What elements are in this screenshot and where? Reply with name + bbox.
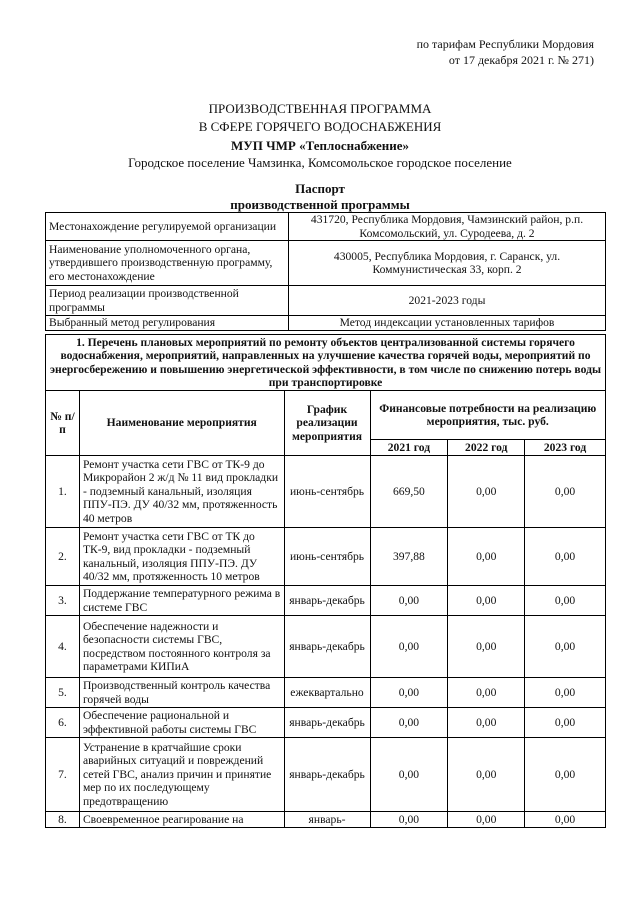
- row-value-2022: 0,00: [448, 586, 525, 616]
- row-value-2021: 0,00: [370, 708, 448, 738]
- activities-table: [45, 334, 606, 828]
- row-schedule: июнь-сентябрь: [284, 528, 370, 586]
- passport-key: Период реализации производственной программы: [46, 286, 289, 316]
- row-schedule: июнь-сентябрь: [284, 456, 370, 528]
- year-header-2023: 2023 год: [525, 440, 606, 456]
- col-header-schedule: График реализации мероприятия: [284, 391, 370, 456]
- passport-value: 2021-2023 годы: [289, 286, 606, 316]
- row-name: Производственный контроль качества горячей воды: [79, 678, 284, 708]
- col-header-name: Наименование мероприятия: [79, 391, 284, 456]
- passport-subtitle: производственной программы: [230, 197, 410, 212]
- table-row: [46, 586, 606, 616]
- header-line-2: от 17 декабря 2021 г. № 271): [448, 53, 594, 67]
- table-row: [46, 528, 606, 586]
- row-value-2022: 0,00: [448, 616, 525, 678]
- col-header-finance: Финансовые потребности на реализацию мероприятия, тыс. руб.: [370, 391, 606, 440]
- table-row: [46, 812, 606, 828]
- row-number: 3.: [46, 586, 80, 616]
- year-header-2022: 2022 год: [448, 440, 525, 456]
- row-schedule: январь-: [284, 812, 370, 828]
- passport-value: 431720, Республика Мордовия, Чамзинский район, р.п. Комсомольский, ул. Суродеева, д. 2: [289, 213, 606, 241]
- row-value-2021: 0,00: [370, 616, 448, 678]
- row-value-2023: 0,00: [525, 528, 606, 586]
- table-row: [46, 738, 606, 812]
- row-value-2021: 0,00: [370, 678, 448, 708]
- row-value-2022: 0,00: [448, 708, 525, 738]
- row-value-2022: 0,00: [448, 528, 525, 586]
- row-schedule: январь-декабрь: [284, 616, 370, 678]
- passport-key: Выбранный метод регулирования: [46, 316, 289, 331]
- row-number: 5.: [46, 678, 80, 708]
- passport-row: [46, 241, 606, 286]
- row-name: Ремонт участка сети ГВС от ТК-9 до Микрорайон 2 ж/д № 11 вид прокладки - подземный канальный, изоляция ППУ-ПЭ. ДУ 40/32 мм, протяженность 40 метров: [79, 456, 284, 528]
- row-name: Поддержание температурного режима в системе ГВС: [79, 586, 284, 616]
- row-value-2023: 0,00: [525, 616, 606, 678]
- row-value-2022: 0,00: [448, 678, 525, 708]
- doc-title: ПРОИЗВОДСТВЕННАЯ ПРОГРАММА: [208, 101, 432, 116]
- row-name: Устранение в кратчайшие сроки аварийных ситуаций и повреждений сетей ГВС, анализ причин и принятие мер по их последующему предотвращению: [79, 738, 284, 812]
- row-value-2021: 669,50: [370, 456, 448, 528]
- organization-name: МУП ЧМР «Теплоснабжение»: [230, 138, 410, 153]
- doc-subtitle: В СФЕРЕ ГОРЯЧЕГО ВОДОСНАБЖЕНИЯ: [198, 119, 442, 134]
- row-value-2022: 0,00: [448, 812, 525, 828]
- passport-row: [46, 316, 606, 331]
- row-number: 7.: [46, 738, 80, 812]
- row-value-2023: 0,00: [525, 812, 606, 828]
- passport-table: [45, 212, 606, 331]
- row-value-2023: 0,00: [525, 678, 606, 708]
- row-name: Обеспечение надежности и безопасности системы ГВС, посредством постоянного контроля за параметрами КИПиА: [79, 616, 284, 678]
- passport-value: Метод индексации установленных тарифов: [289, 316, 606, 331]
- row-schedule: январь-декабрь: [284, 586, 370, 616]
- row-value-2022: 0,00: [448, 456, 525, 528]
- col-header-number: № п/п: [46, 391, 80, 456]
- row-value-2021: 0,00: [370, 812, 448, 828]
- table-row: [46, 708, 606, 738]
- row-value-2023: 0,00: [525, 738, 606, 812]
- year-header-2021: 2021 год: [370, 440, 448, 456]
- passport-row: [46, 213, 606, 241]
- row-value-2021: 397,88: [370, 528, 448, 586]
- row-value-2021: 0,00: [370, 738, 448, 812]
- row-name: Обеспечение рациональной и эффективной работы системы ГВС: [79, 708, 284, 738]
- row-value-2023: 0,00: [525, 586, 606, 616]
- header-line-1: по тарифам Республики Мордовия: [416, 37, 594, 51]
- passport-key: Наименование уполномоченного органа, утвердившего производственную программу, его местонахождение: [46, 241, 289, 286]
- row-number: 8.: [46, 812, 80, 828]
- table-row: [46, 678, 606, 708]
- row-value-2023: 0,00: [525, 708, 606, 738]
- row-schedule: январь-декабрь: [284, 738, 370, 812]
- row-number: 2.: [46, 528, 80, 586]
- row-number: 1.: [46, 456, 80, 528]
- passport-row: [46, 286, 606, 316]
- row-number: 6.: [46, 708, 80, 738]
- passport-value: 430005, Республика Мордовия, г. Саранск, ул. Коммунистическая 33, корп. 2: [289, 241, 606, 286]
- table-row: [46, 456, 606, 528]
- passport-title: Паспорт: [295, 181, 345, 196]
- passport-key: Местонахождение регулируемой организации: [46, 213, 289, 241]
- row-value-2021: 0,00: [370, 586, 448, 616]
- table-row: [46, 616, 606, 678]
- row-name: Ремонт участка сети ГВС от ТК до ТК-9, вид прокладки - подземный канальный, изоляция ППУ-ПЭ. ДУ 40/32 мм, протяженность 10 метров: [79, 528, 284, 586]
- row-schedule: январь-декабрь: [284, 708, 370, 738]
- row-name: Своевременное реагирование на: [79, 812, 284, 828]
- row-value-2023: 0,00: [525, 456, 606, 528]
- settlement-name: Городское поселение Чамзинка, Комсомольское городское поселение: [128, 155, 512, 170]
- row-number: 4.: [46, 616, 80, 678]
- section-title: 1. Перечень плановых мероприятий по ремонту объектов централизованной системы горячего водоснабжения, мероприятий, направленных на улучшение качества горячей воды, мероприятий по энергосбережению и повышению энергетической эффективности, в том числе по снижению потерь воды при транспортировке: [46, 335, 606, 391]
- row-schedule: ежеквартально: [284, 678, 370, 708]
- row-value-2022: 0,00: [448, 738, 525, 812]
